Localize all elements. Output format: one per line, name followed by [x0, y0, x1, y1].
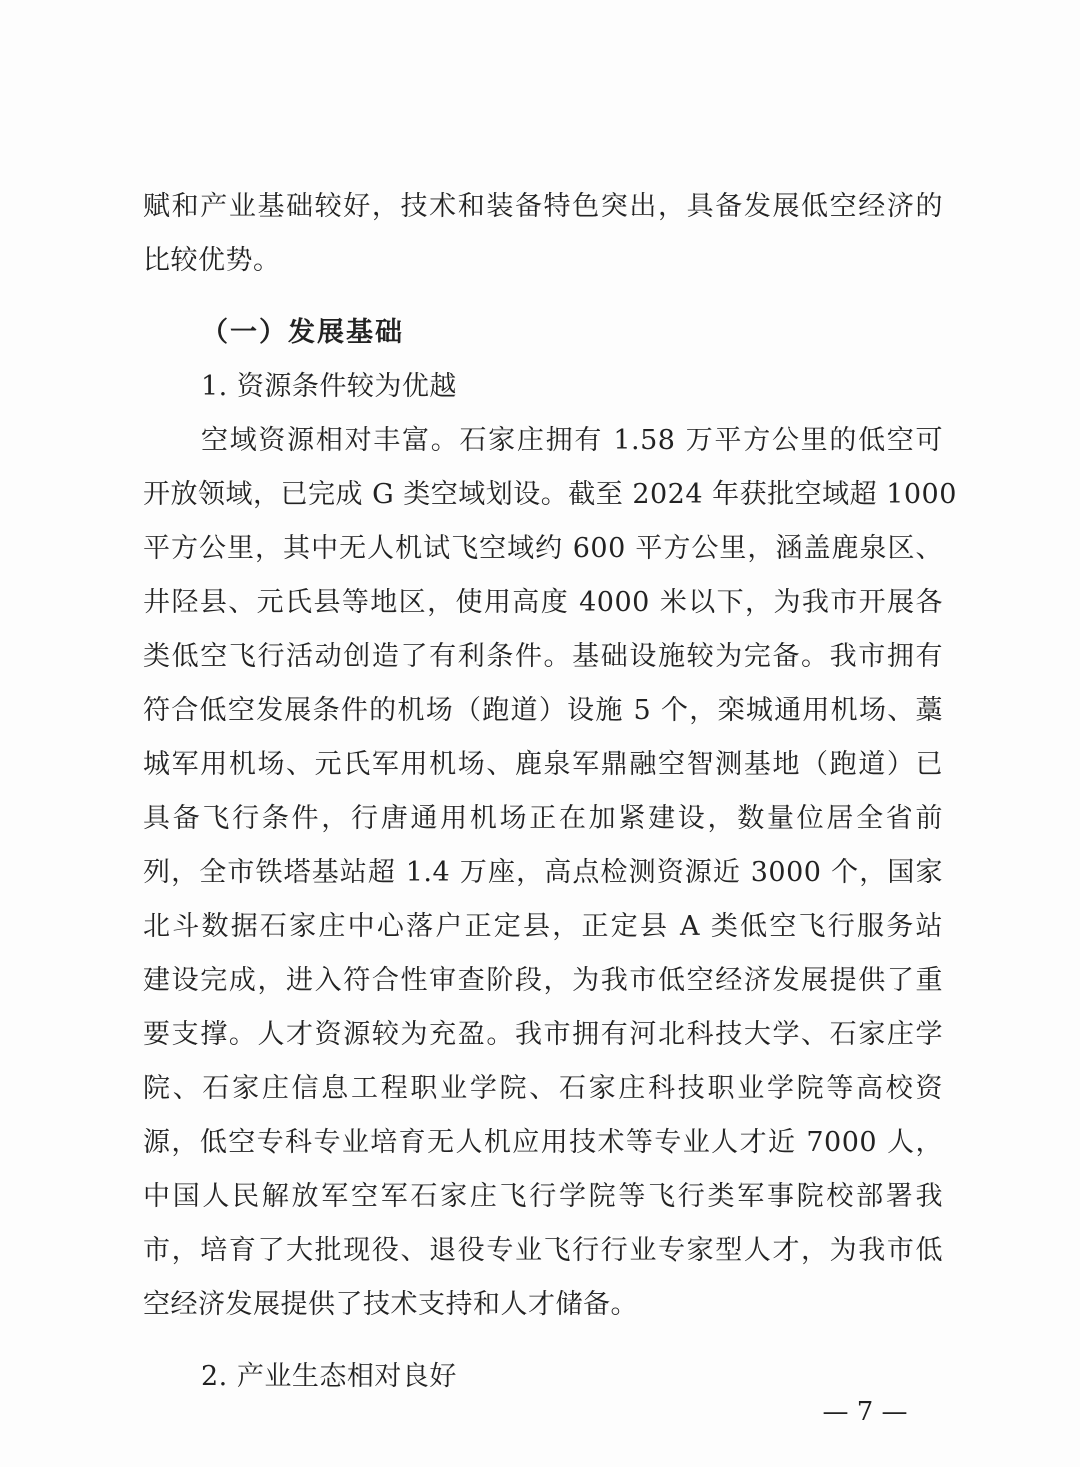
text-line: 赋和产业基础较好，技术和装备特色突出，具备发展低空经济的 — [143, 191, 943, 222]
subsection-title: 1. 资源条件较为优越 — [201, 371, 457, 402]
paragraph-line: 空域资源相对丰富。石家庄拥有 1.58 万平方公里的低空可 — [201, 425, 943, 456]
paragraph-line: 中国人民解放军空军石家庄飞行学院等飞行类军事院校部署我 — [143, 1181, 943, 1212]
subsection-title: 2. 产业生态相对良好 — [201, 1361, 457, 1392]
paragraph-line: 平方公里，其中无人机试飞空域约 600 平方公里，涵盖鹿泉区、 — [143, 533, 943, 564]
paragraph-line: 北斗数据石家庄中心落户正定县，正定县 A 类低空飞行服务站 — [143, 911, 943, 942]
page-number: — 7 — — [822, 1397, 908, 1427]
paragraph-line: 符合低空发展条件的机场（跑道）设施 5 个，栾城通用机场、藁 — [143, 695, 943, 726]
paragraph-line: 列，全市铁塔基站超 1.4 万座，高点检测资源近 3000 个，国家 — [143, 857, 943, 888]
paragraph-line: 城军用机场、元氏军用机场、鹿泉军鼎融空智测基地（跑道）已 — [143, 749, 943, 780]
text-line: 比较优势。 — [143, 245, 281, 276]
paragraph-line: 类低空飞行活动创造了有利条件。基础设施较为完备。我市拥有 — [143, 641, 943, 672]
paragraph-line: 要支撑。人才资源较为充盈。我市拥有河北科技大学、石家庄学 — [143, 1019, 943, 1050]
section-heading: （一）发展基础 — [201, 317, 404, 348]
document-body — [143, 180, 957, 1404]
paragraph-line: 开放领域，已完成 G 类空域划设。截至 2024 年获批空域超 1000 — [143, 479, 957, 510]
paragraph-line: 具备飞行条件，行唐通用机场正在加紧建设，数量位居全省前 — [143, 803, 943, 834]
paragraph-line: 源，低空专科专业培育无人机应用技术等专业人才近 7000 人， — [143, 1127, 943, 1158]
paragraph-line: 空经济发展提供了技术支持和人才储备。 — [143, 1289, 638, 1320]
paragraph-line: 井陉县、元氏县等地区，使用高度 4000 米以下，为我市开展各 — [143, 587, 943, 618]
paragraph-line: 建设完成，进入符合性审查阶段，为我市低空经济发展提供了重 — [143, 965, 943, 996]
paragraph-line: 市，培育了大批现役、退役专业飞行行业专家型人才，为我市低 — [143, 1235, 943, 1266]
paragraph-line: 院、石家庄信息工程职业学院、石家庄科技职业学院等高校资 — [143, 1073, 943, 1104]
